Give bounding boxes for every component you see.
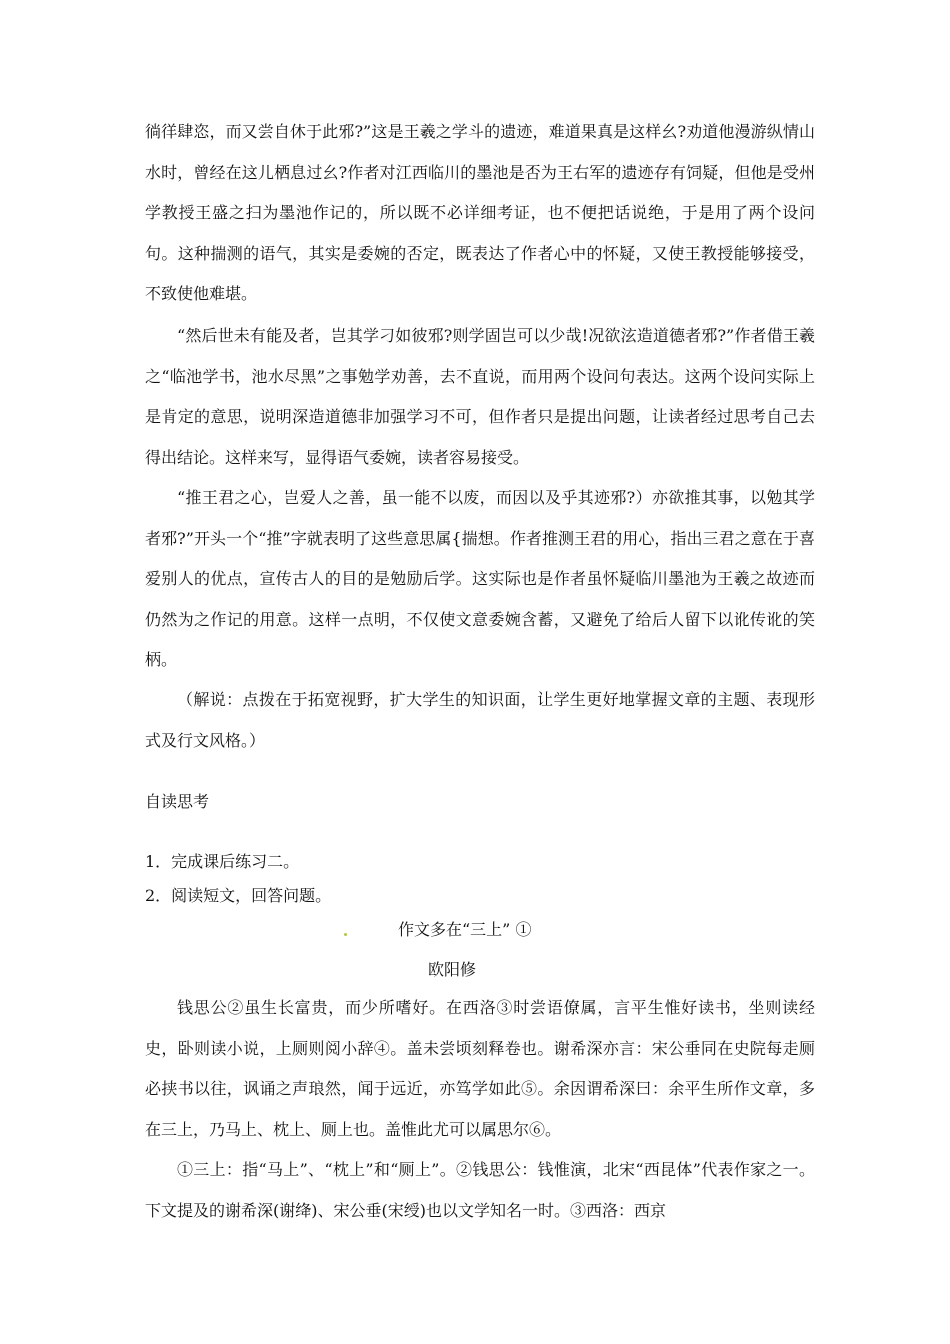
decorative-dot — [344, 933, 347, 936]
essay-author: 欧阳修 — [428, 960, 477, 979]
paragraph-analysis-3: “推王君之心，岂爱人之善，虽一能不以废，而因以及乎其迹邪?）亦欲推其事，以勉其学者邪?”开头一个“推”字就表明了这些意思属{揣想。作者推测王君的用心，指出三君之意在于喜爱别人的优点，宣传古人的目的是勉励后学。这实际也是作者虽怀疑临川墨池为王羲之故迹而仍然为之作记的用意。这样一点明，不仅使文意委婉含蓄，又避免了给后人留下以讹传讹的笑柄。 — [145, 488, 815, 669]
list-item-reading: 2．阅读短文，回答问题。 — [145, 886, 332, 905]
paragraph-commentary: （解说：点拨在于拓宽视野，扩大学生的知识面，让学生更好地掌握文章的主题、表现形式及行文风格。） — [145, 690, 815, 750]
paragraph-analysis-2: “然后世未有能及者，岂其学刁如彼邪?则学固岂可以少哉!况欲泫造道德者邪?”作者借王羲之“临池学书，池水尽黑”之事勉学劝善，去不直说，而用两个设问句表达。这两个设问实际上是肯定的意思，说明深造道德非加强学习不可，但作者只是提出问题，让读者经过思考自己去得出结论。这样来写，显得语气委婉，读者容易接受。 — [145, 326, 815, 467]
essay-body: 钱思公②虽生长富贵，而少所嗜好。在西洛③时尝语僚属，言平生惟好读书，坐则读经史，卧则读小说，上厕则阅小辞④。盖未尝顷刻释卷也。谢希深亦言：宋公垂同在史院每走厕必挟书以往，讽诵之声琅然，闻于远近，亦笃学如此⑤。余因谓希深曰：余平生所作文章，多在三上，乃马上、枕上、厕上也。盖惟此尤可以属思尔⑥。 — [145, 998, 815, 1139]
essay-footnotes: ①三上：指“马上”、“枕上”和“厕上”。②钱思公：钱惟演，北宋“西昆体”代表作家之一。下文提及的谢希深(谢绛)、宋公垂(宋绶)也以文学知名一时。③西洛：西京 — [145, 1160, 815, 1220]
essay-title: 作文多在“三上” ① — [398, 920, 532, 939]
list-item-exercise: 1．完成课后练习二。 — [145, 852, 300, 871]
paragraph-analysis-1: 徜徉肆恣，而又尝自休于此邪?”这是王羲之学斗的遗迹，难道果真是这样幺?劝道他漫游纵情山水时，曾经在这儿栖息过幺?作者对江西临川的墨池是否为王右军的遗迹存有饲疑，但他是受州学教授王盛之扫为墨池作记的，所以既不必详细考证，也不便把话说绝，于是用了两个设问句。这种揣测的语气，其实是委婉的否定，既表达了作者心中的怀疑，又使王教授能够接受，不致使他难堪。 — [145, 122, 815, 303]
section-heading: 自读思考 — [145, 792, 210, 811]
